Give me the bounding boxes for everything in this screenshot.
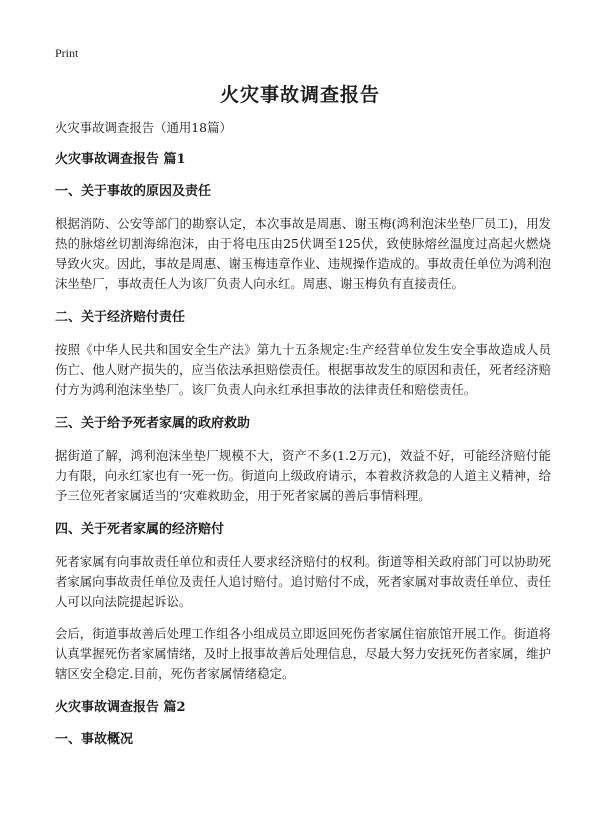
part2-heading: 火灾事故调查报告 篇2: [55, 700, 186, 715]
section3-paragraph: 据街道了解，鸿利泡沫坐垫厂规模不大，资产不多(1.2万元)，效益不好，可能经济赔付能力有限，向永红家也有一死一伤。街道向上级政府请示，本着救济救急的人道主义精神，给予三位死者家属适当的‘灾难救助金，用于死者家属的善后事情料理。: [55, 448, 551, 503]
section2-heading: 二、关于经济赔付责任: [55, 310, 186, 325]
part1-heading: 火灾事故调查报告 篇1: [55, 152, 186, 167]
part2-section1-heading: 一、事故概况: [55, 732, 134, 747]
section3-heading: 三、关于给予死者家属的政府救助: [55, 416, 251, 431]
print-link[interactable]: Print: [55, 46, 79, 60]
section4-paragraph-2: 会后，街道事故善后处理工作组各小组成员立即返回死伤者家属住宿旅馆开展工作。街道将认真掌握死伤者家属情绪，及时上报事故善后处理信息，尽最大努力安抚死伤者家属，维护辖区安全稳定.目前，死伤者家属情绪稳定。: [55, 626, 551, 681]
section1-heading: 一、关于事故的原因及责任: [55, 184, 212, 199]
section1-paragraph: 根据消防、公安等部门的勘察认定，本次事故是周惠、谢玉梅(鸿利泡沫坐垫厂员工)，用发热的脉熔丝切割海绵泡沫，由于将电压由25伏调至125伏，致使脉熔丝温度过高起火燃烧导致火灾。因此，事故是周惠、谢玉梅违章作业、违规操作造成的。事故责任单位为鸿利泡沫坐垫厂，事故责任人为该厂负责人向永红。周惠、谢玉梅负有直接责任。: [55, 216, 551, 291]
document-body: [55, 118, 551, 762]
section4-paragraph-1: 死者家属有向事故责任单位和责任人要求经济赔付的权利。街道等相关政府部门可以协助死者家属向事故责任单位及责任人追讨赔付。追讨赔付不成，死者家属对事故责任单位、责任人可以向法院提起诉讼。: [55, 554, 551, 609]
section4-heading: 四、关于死者家属的经济赔付: [55, 522, 225, 537]
document-subtitle: 火灾事故调查报告（通用18篇）: [55, 120, 232, 135]
section2-paragraph: 按照《中华人民共和国安全生产法》第九十五条规定:生产经营单位发生安全事故造成人员伤亡、他人财产损失的，应当依法承担赔偿责任。根据事故发生的原因和责任，死者经济赔付方为鸿利泡沫坐垫厂。该厂负责人向永红承担事故的法律责任和赔偿责任。: [55, 342, 551, 397]
page-title: 火灾事故调查报告: [219, 84, 380, 106]
